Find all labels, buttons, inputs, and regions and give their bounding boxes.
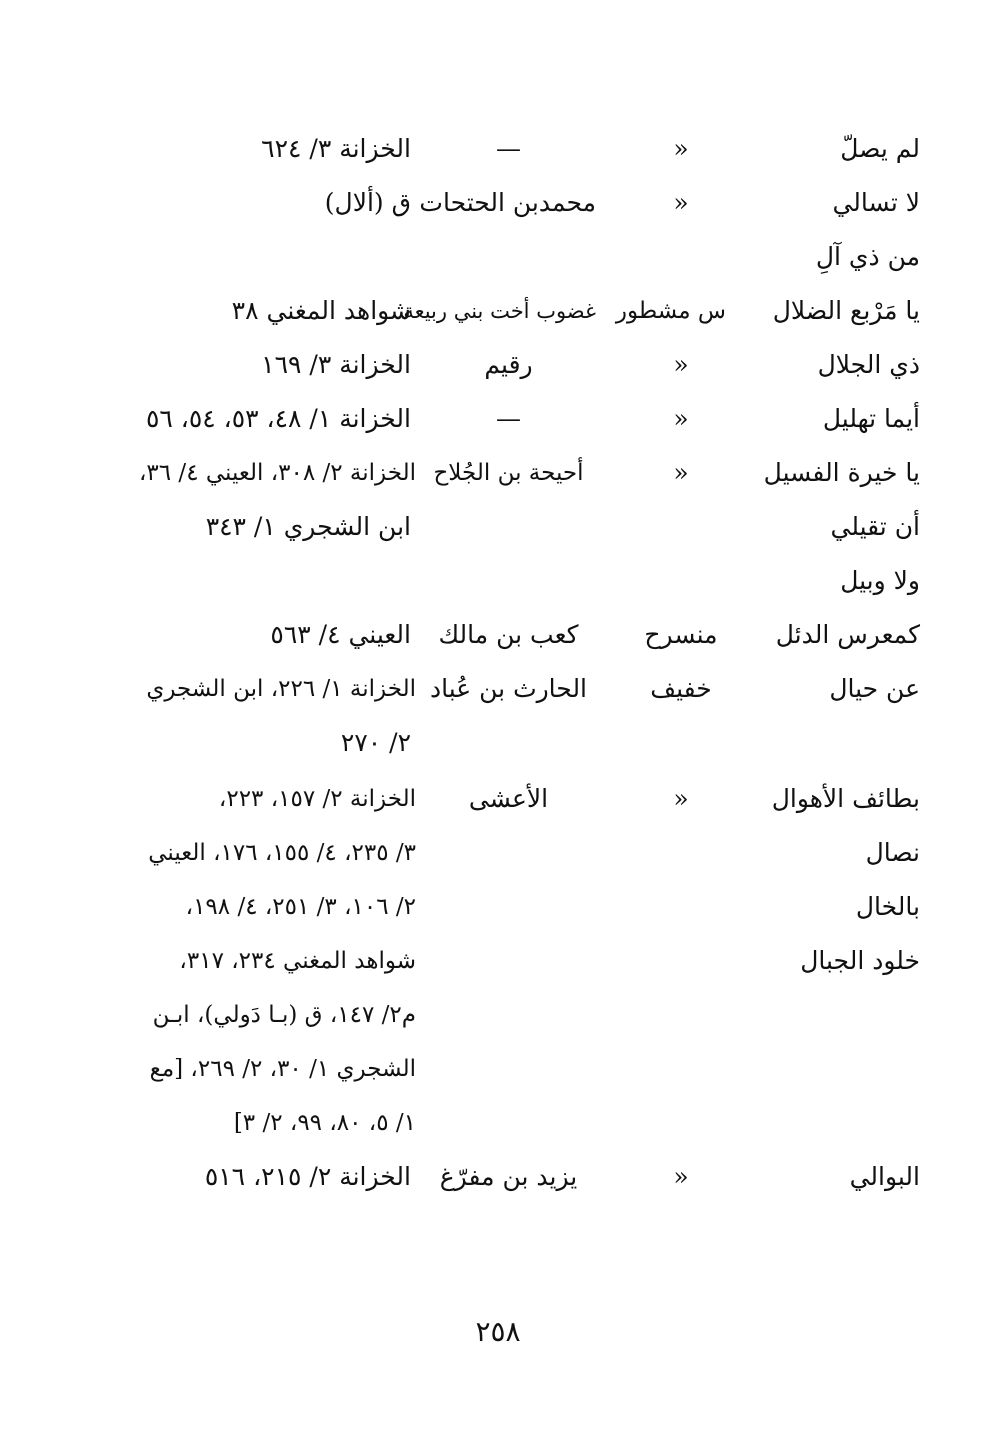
source-reference: م٢/ ١٤٧، ق (بـا دَولي)، ابـن [152,1002,416,1028]
rhyme-word: عن حيال [829,674,920,703]
rhyme-word: بطائف الأهوال [771,784,920,813]
rhyme-word: أن تقيلي [830,512,920,541]
index-row [0,500,996,554]
poet: الأعشى [468,784,549,813]
source-reference: الخزانة ١/ ٤٨، ٥٣، ٥٤، ٥٦ [145,404,411,433]
source-reference: ٢/ ١٠٦، ٣/ ٢٥١، ٤/ ١٩٨، [185,894,416,920]
index-row [0,880,996,934]
rhyme-word: البوالي [849,1162,920,1191]
source-reference: ١/ ٥، ٨٠، ٩٩، ٢/ ٣] [233,1110,416,1136]
meter: س مشطور [615,298,726,324]
rhyme-word: ذي الجلال [817,350,920,379]
index-row [0,1096,996,1150]
rhyme-word: يا مَرْبع الضلال [772,296,920,325]
source-reference: ٣/ ٢٣٥، ٤/ ١٥٥، ١٧٦، العيني [148,840,416,866]
source-reference: ٢/ ٢٧٠ [340,728,411,757]
index-row [0,230,996,284]
poet: يزيد بن مفرّغ [439,1162,578,1191]
meter: « [673,1162,689,1191]
source-reference: الخزانة ١/ ٢٢٦، ابن الشجري [146,676,416,702]
source-reference: الخزانة ٣/ ١٦٩ [261,350,411,379]
index-row [0,338,996,392]
source-reference: الخزانة ٢/ ٣٠٨، العيني ٤/ ٣٦، [138,460,416,486]
index-row [0,608,996,662]
meter: « [673,458,689,487]
rhyme-word: خلود الجبال [800,946,920,975]
meter: « [673,188,689,217]
poet: أحيحة بن الجُلاح [433,460,584,486]
poet: رقيم [484,350,533,379]
meter: « [673,350,689,379]
index-row [0,554,996,608]
rhyme-word: من ذي آلِ [815,242,920,271]
index-row [0,392,996,446]
meter: منسرح [644,620,718,649]
index-row [0,988,996,1042]
source-reference: الشجري ١/ ٣٠، ٢/ ٢٦٩، [مع [149,1056,416,1082]
index-row [0,122,996,176]
index-row [0,716,996,770]
index-row [0,176,996,230]
poet: محمدبن الحتحات [419,188,596,217]
source-reference: ق (ألال) [324,188,411,217]
index-row [0,1042,996,1096]
poet: غضوب أخت بني ربيعة [403,299,596,323]
index-row [0,934,996,988]
source-reference: الخزانة ٢/ ١٥٧، ٢٢٣، [218,786,416,812]
poet: كعب بن مالك [438,620,579,649]
rhyme-word: أيما تهليل [822,404,920,433]
poet: الحارث بن عُباد [429,674,588,703]
index-row [0,284,996,338]
source-reference: ابن الشجري ١/ ٣٤٣ [205,512,411,541]
index-row [0,826,996,880]
rhyme-word: يا خيرة الفسيل [763,458,920,487]
page-number: ٢٥٨ [475,1315,521,1348]
rhyme-word: بالخال [855,892,920,921]
source-reference: الخزانة ٣/ ٦٢٤ [261,134,411,163]
rhyme-word: لا تسالي [832,188,920,217]
meter: « [673,404,689,433]
source-reference: شواهد المغني ٢٣٤، ٣١٧، [179,948,416,974]
rhyme-word: ولا وبيل [840,566,920,595]
rhyme-word: كمعرس الدئل [775,620,920,649]
meter: « [673,134,689,163]
index-row [0,772,996,826]
index-row [0,662,996,716]
source-reference: العيني ٤/ ٥٦٣ [270,620,411,649]
source-reference: الخزانة ٢/ ٢١٥، ٥١٦ [204,1162,411,1191]
meter: خفيف [650,674,712,703]
source-reference: شواهد المغني ٣٨ [231,296,411,325]
rhyme-word: لم يصلّ [840,134,920,163]
meter: « [673,784,689,813]
index-row [0,446,996,500]
poet: — [496,134,521,163]
index-row [0,1150,996,1204]
rhyme-word: نصال [865,838,920,867]
poet: — [496,404,521,433]
